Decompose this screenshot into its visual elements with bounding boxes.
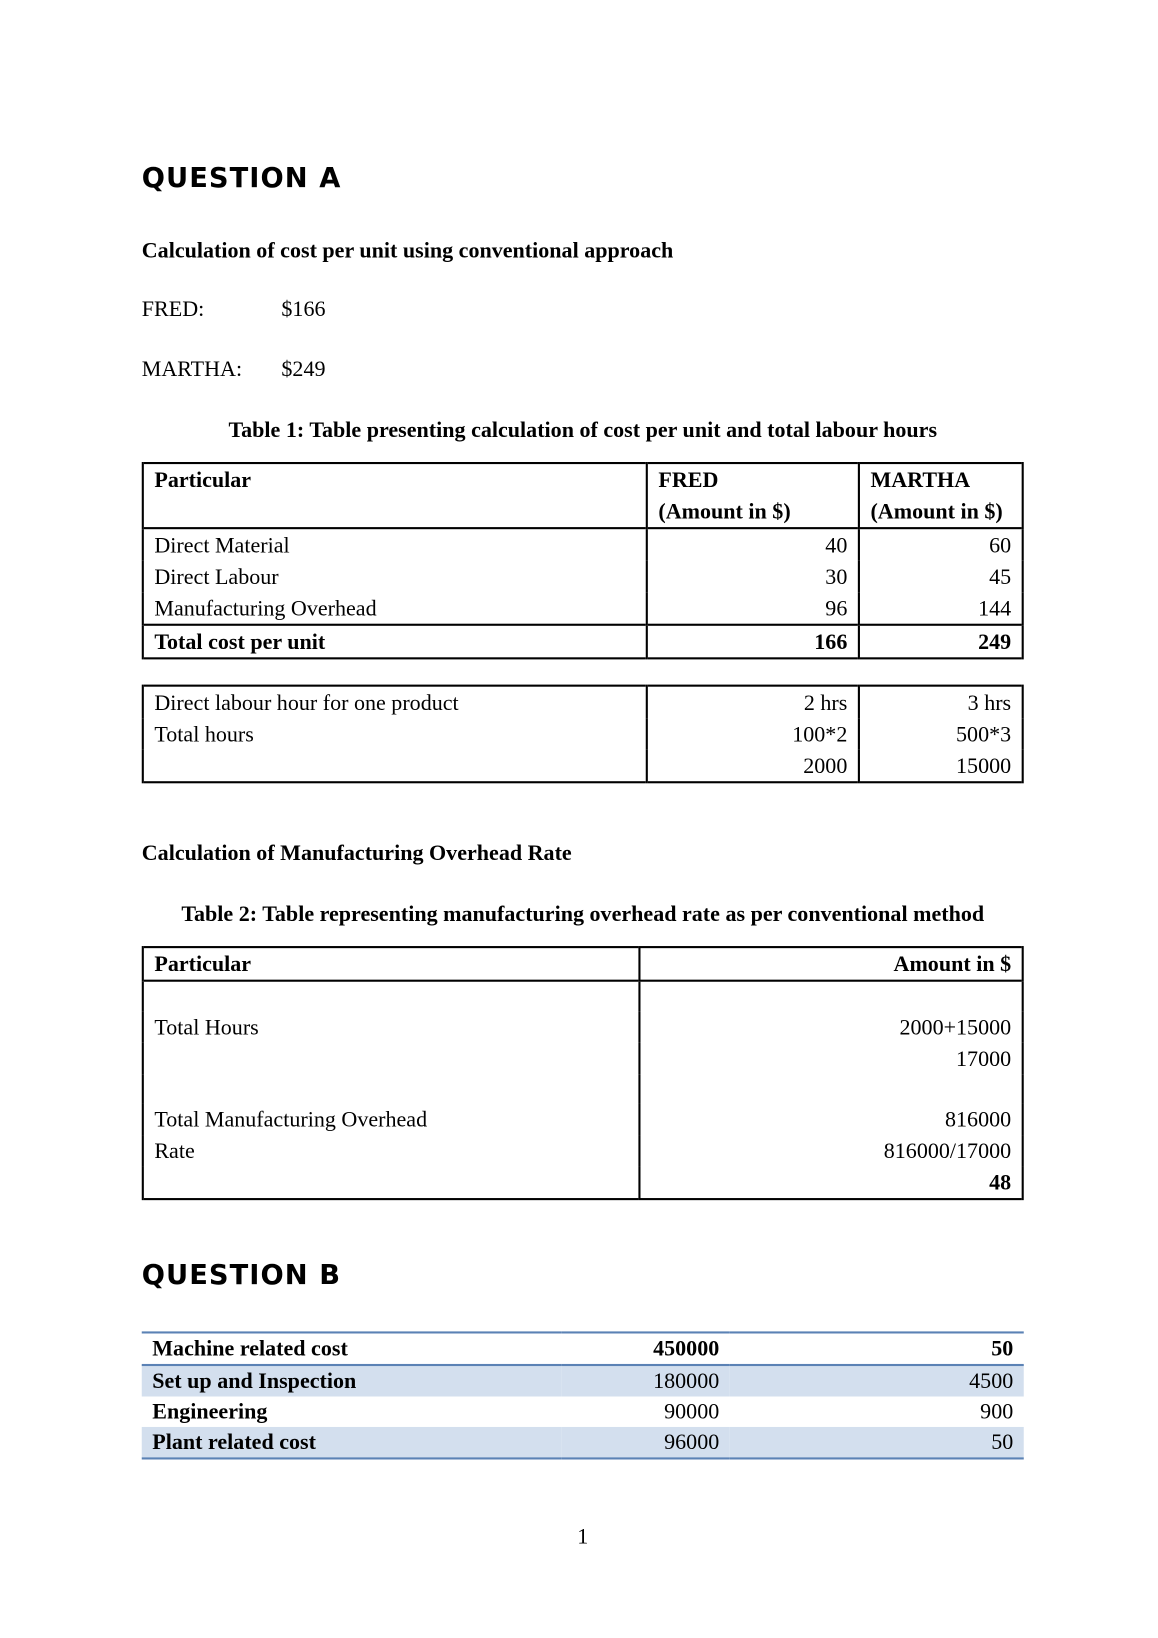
table-cell: Direct labour hour for one product [143,686,647,719]
table-cell: 166 [647,625,859,659]
hours-table [142,685,1024,784]
table-cell: 816000/17000 [639,1135,1022,1167]
table-cell: Total Hours [143,1011,640,1042]
subheading: Calculation of cost per unit using conventional approach [141,237,674,263]
table-cell: 15000 [859,750,1023,783]
table-cell: Total Manufacturing Overhead [143,1104,640,1136]
table-cell [143,1043,640,1075]
header-particular: Particular [143,947,640,981]
table-cell: 144 [859,592,1023,625]
table-row [143,1104,1023,1136]
table-row [143,1167,1023,1200]
cost-table [142,462,1024,659]
overhead-heading: Calculation of Manufacturing Overhead Rate [141,839,572,866]
table-cell: Set up and Inspection [142,1365,562,1397]
table-cell: 45 [859,561,1023,593]
table-cell: 50 [730,1427,1024,1459]
table-cell: 2 hrs [647,686,859,719]
table-cell: 816000 [639,1104,1022,1136]
table-cell [143,750,647,783]
table-row [143,1043,1023,1075]
question-b-heading: QUESTION B [141,1260,342,1292]
table-cell: 500*3 [859,718,1023,750]
table-row [143,718,1023,750]
table-cell: 40 [647,528,859,561]
table-cell: Engineering [152,1398,268,1424]
table-cell: 30 [647,561,859,593]
total-row [143,625,1023,659]
table-cell: Total hours [143,718,647,750]
table-cell: 180000 [562,1365,730,1397]
table2-caption: Table 2: Table representing manufacturing overhead rate as per conventional method [181,900,985,927]
table-row [143,686,1023,719]
table-cell: Manufacturing Overhead [143,592,647,625]
table-cell: 900 [980,1398,1014,1424]
table-row [143,561,1023,593]
table-row [143,1135,1023,1167]
table-row [143,592,1023,625]
table-cell: 96 [647,592,859,625]
table-cell: 2000 [647,750,859,783]
table-cell: 2000+15000 [639,1011,1022,1042]
table-cell [143,1167,640,1200]
table-row [142,1427,1024,1459]
table-cell: 4500 [730,1365,1024,1397]
table-cell: Machine related cost [152,1335,348,1361]
table-cell: 96000 [562,1427,730,1459]
martha-label: MARTHA: [141,355,243,382]
table1-caption: Table 1: Table presenting calculation of cost per unit and total labour hours [228,416,938,443]
table-cell: 249 [859,625,1023,659]
table-row [142,1396,1024,1426]
table-cell: 450000 [653,1335,720,1361]
table-cell: 50 [991,1335,1014,1361]
table-row [143,528,1023,561]
table-cell: Plant related cost [142,1427,562,1459]
table-cell: 60 [859,528,1023,561]
table-row [142,1365,1024,1397]
table-row [143,1011,1023,1042]
header-martha: MARTHA (Amount in $) [859,463,1023,528]
table-cell: 48 [639,1167,1022,1200]
table-cell: 17000 [639,1043,1022,1075]
table-row [142,1332,1024,1365]
activity-cost-table [142,1331,1024,1459]
table-cell: Direct Labour [143,561,647,593]
table-cell: 90000 [664,1398,720,1424]
table-cell: Rate [143,1135,640,1167]
fred-value: $166 [281,296,326,322]
fred-label: FRED: [141,296,205,322]
table-row [143,750,1023,783]
header-amount: Amount in $ [639,947,1022,981]
table-cell: Total cost per unit [143,625,647,659]
page-number: 1 [577,1523,589,1549]
table-cell: 100*2 [647,718,859,750]
question-a-heading: QUESTION A [141,162,342,195]
header-fred: FRED (Amount in $) [647,463,859,528]
overhead-table [142,946,1024,1200]
table-cell: Direct Material [143,528,647,561]
martha-value: $249 [281,355,326,382]
table-cell: 3 hrs [859,686,1023,719]
header-particular: Particular [143,463,647,528]
